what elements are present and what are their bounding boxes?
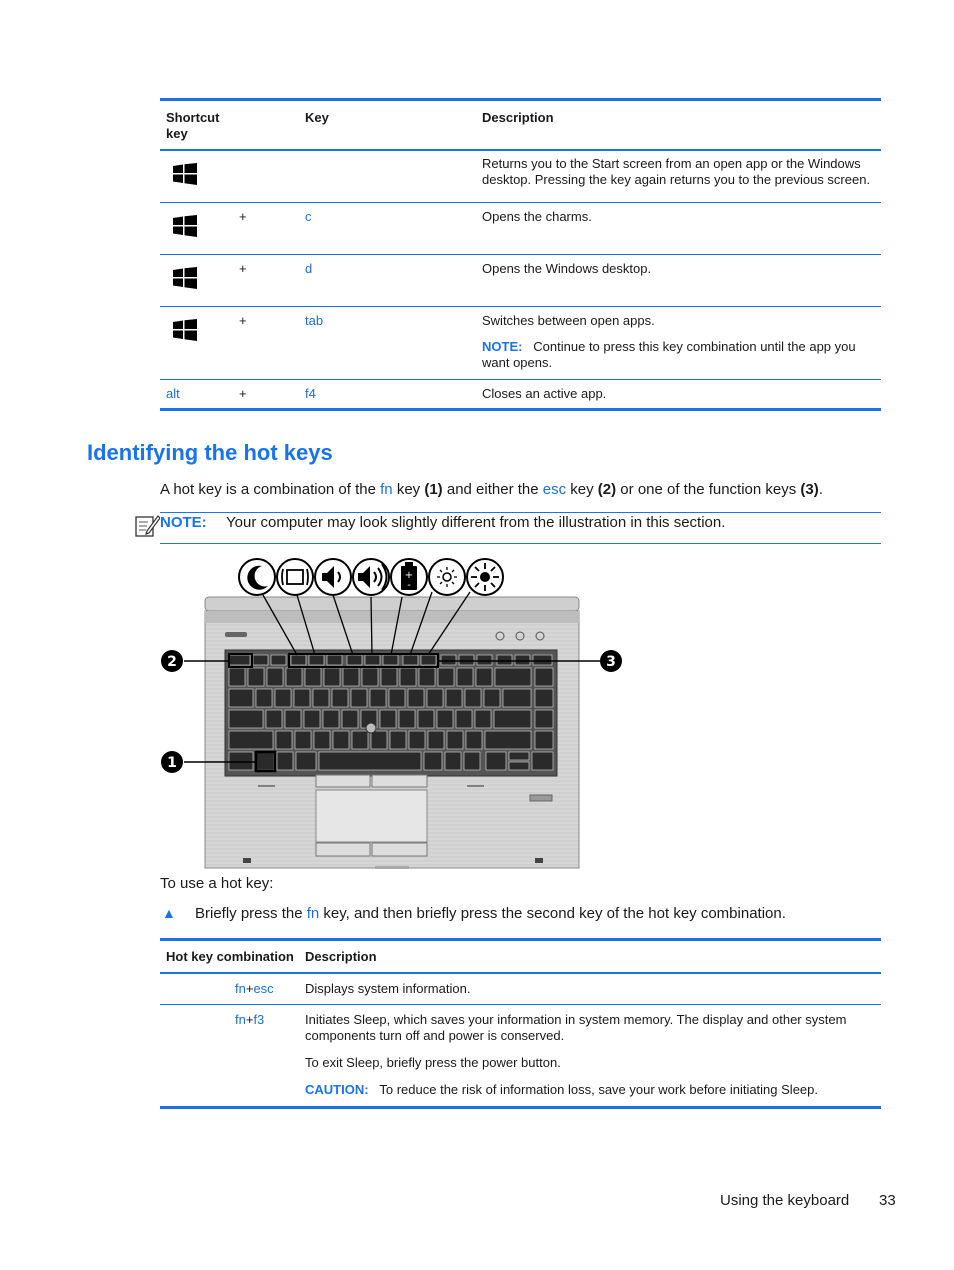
table-row: [160, 203, 881, 255]
intro-text: A hot key is a combination of the: [160, 481, 381, 498]
table-row: [160, 307, 881, 380]
callout-ref-1: (1): [424, 481, 443, 498]
fn-key-link: fn: [306, 905, 320, 922]
row-description: Opens the Windows desktop.: [482, 261, 652, 276]
f3-key: f3: [253, 1012, 265, 1027]
header-description: Description: [305, 949, 377, 964]
callout-2: 2: [167, 654, 177, 670]
plus-sign: +: [239, 261, 247, 276]
hotkey-table: [160, 938, 881, 1109]
footer-section-title: Using the keyboard: [720, 1192, 850, 1209]
fn-key: fn: [235, 981, 246, 996]
plus-sign: +: [239, 313, 247, 328]
key-tab: tab: [305, 313, 324, 328]
row-description: Switches between open apps.: [482, 313, 655, 328]
header-shortcut-key: Shortcut key: [166, 110, 220, 141]
esc-key: esc: [253, 981, 274, 996]
note-text: Your computer may look slightly different from the illustration in this section.: [226, 514, 726, 531]
row-description: Closes an active app.: [482, 386, 607, 401]
intro-text: and either the: [442, 481, 543, 498]
note-pencil-icon: [134, 512, 160, 538]
callout-ref-3: (3): [800, 481, 819, 498]
step-text: Briefly press the: [195, 905, 307, 922]
callout-3: 3: [606, 654, 616, 670]
hot-key-combo: [235, 981, 274, 996]
header-description: Description: [482, 110, 554, 125]
svg-text:+: +: [404, 570, 414, 581]
intro-text: key: [566, 481, 598, 498]
row-description-exit: To exit Sleep, briefly press the power button.: [305, 1055, 561, 1070]
shortcut-table: [160, 98, 881, 411]
note-label: NOTE:: [160, 514, 207, 531]
plus-sign: +: [245, 1012, 254, 1027]
fn-key: fn: [235, 1012, 246, 1027]
windows-logo-icon: [173, 215, 197, 237]
note-label: NOTE:: [482, 339, 523, 354]
intro-text: key: [392, 481, 425, 498]
row-description: Opens the charms.: [482, 209, 592, 224]
step-text: key, and then briefly press the second key of the hot key combination.: [319, 905, 786, 922]
table-row: [160, 1005, 881, 1106]
row-description: Initiates Sleep, which saves your information in system memory. The display and other system components turn off and power is conserved.: [305, 1012, 847, 1043]
keyboard-illustration: [150, 552, 630, 872]
key-d: d: [305, 261, 313, 276]
table-header: [160, 101, 881, 151]
row-description: Displays system information.: [305, 981, 471, 996]
fn-key-link: fn: [380, 481, 393, 498]
plus-sign: +: [239, 386, 247, 401]
intro-text: or one of the function keys: [616, 481, 801, 498]
page-number: 33: [879, 1192, 896, 1209]
key-f4: f4: [305, 386, 316, 401]
intro-paragraph: [160, 481, 823, 498]
plus-sign: +: [245, 981, 254, 996]
esc-key-link: esc: [542, 481, 567, 498]
hot-key-combo: [235, 1012, 264, 1027]
caution-text: To reduce the risk of information loss, save your work before initiating Sleep.: [379, 1082, 818, 1097]
header-key: Key: [305, 110, 329, 125]
section-heading: Identifying the hot keys: [87, 440, 333, 465]
header-hot-key-combination: Hot key combination: [166, 949, 294, 964]
note-block: [160, 512, 881, 544]
table-row: [160, 151, 881, 203]
row-note: [482, 339, 877, 371]
callout-ref-2: (2): [597, 481, 617, 498]
caution-label: CAUTION:: [305, 1082, 369, 1097]
key-alt: alt: [166, 386, 180, 401]
table-row: [160, 380, 881, 408]
windows-logo-icon: [173, 163, 197, 185]
note-text: Continue to press this key combination until the app you want opens.: [482, 339, 856, 370]
use-hot-key-label: To use a hot key:: [160, 875, 274, 892]
table-row: [160, 255, 881, 307]
key-c: c: [305, 209, 312, 224]
svg-text:-: -: [407, 580, 411, 591]
windows-logo-icon: [173, 319, 197, 341]
table-header: [160, 941, 881, 974]
plus-sign: +: [239, 209, 247, 224]
triangle-bullet-icon: ▲: [162, 905, 176, 921]
windows-logo-icon: [173, 267, 197, 289]
callout-1: 1: [167, 755, 177, 771]
caution-note: [305, 1082, 875, 1098]
sleep-moon-icon: [168, 1015, 206, 1053]
row-description: Returns you to the Start screen from an open app or the Windows desktop. Pressing the key again returns you to the previous screen.: [482, 156, 871, 187]
intro-text: .: [818, 481, 823, 498]
table-row: [160, 974, 881, 1005]
